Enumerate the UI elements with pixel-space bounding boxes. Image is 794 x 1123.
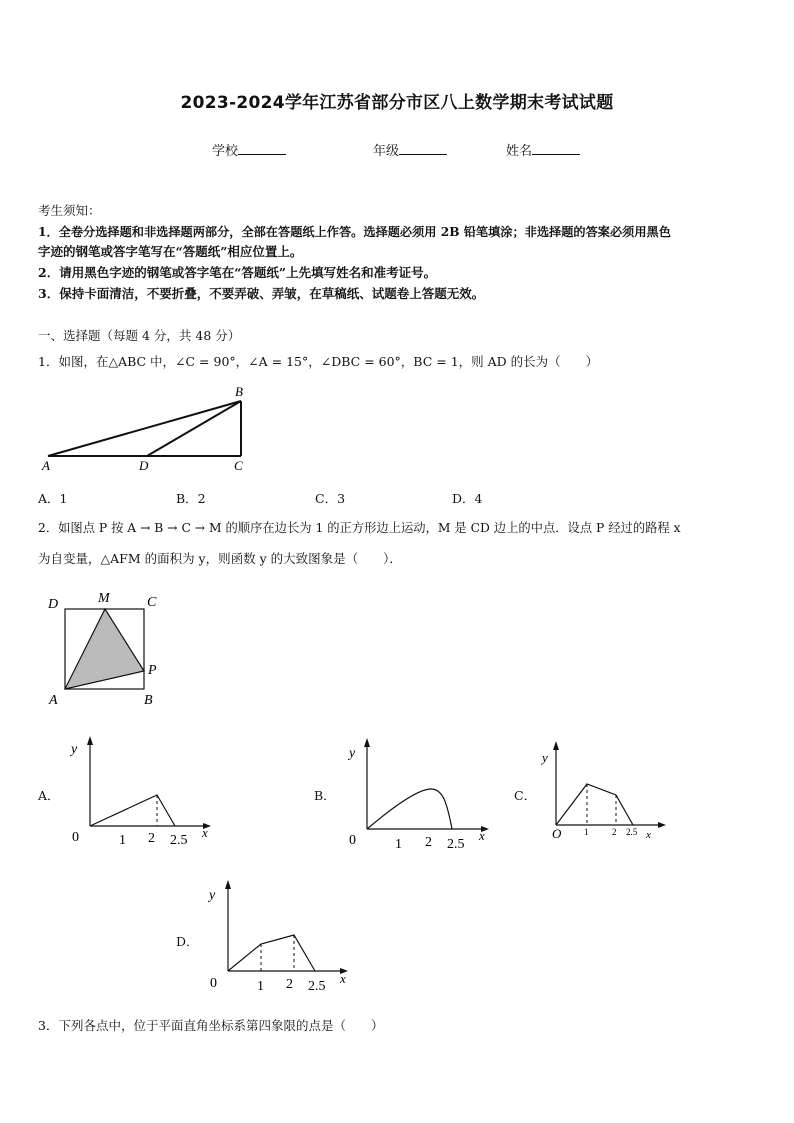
y-label: y <box>349 746 356 761</box>
q2-option-d[interactable]: D． <box>176 934 199 949</box>
notice-item-3: 3．保持卡面清洁，不要折叠，不要弄破、弄皱，在草稿纸、试题卷上答题无效。 <box>38 286 485 301</box>
question-1-text: 1．如图，在△ABC 中，∠C = 90°，∠A = 15°，∠DBC = 60°，BC = 1，则 AD 的长为（ ） <box>38 354 599 369</box>
origin-label: 0 <box>349 833 356 848</box>
label-c: C <box>234 458 243 473</box>
q1-option-b[interactable]: B．2 <box>176 491 206 506</box>
school-blank <box>238 142 286 155</box>
grade-field <box>373 140 447 159</box>
q2-square-figure <box>40 585 170 710</box>
label-d: D <box>48 597 59 612</box>
label-b: B <box>235 384 243 399</box>
tick-1: 1 <box>584 827 589 837</box>
label-c: C <box>147 595 157 610</box>
y-label: y <box>542 750 548 765</box>
notice-item-1b: 字迹的钢笔或答字笔写在“答题纸”相应位置上。 <box>38 244 303 259</box>
q1-option-a[interactable]: A．1 <box>38 491 68 506</box>
notice-item-2: 2．请用黑色字迹的钢笔或答字笔在“答题纸”上先填写姓名和准考证号。 <box>38 265 437 280</box>
tick-2-5: 2.5 <box>447 837 465 852</box>
y-label: y <box>71 742 78 757</box>
q1-triangle-figure <box>38 382 258 474</box>
q2-option-b[interactable]: B． <box>314 788 336 803</box>
origin-label: 0 <box>210 976 217 991</box>
notice-item-1a: 1．全卷分选择题和非选择题两部分，全部在答题纸上作答。选择题必须用 2B 铅笔填涂；非选择题的答案必须用黑色 <box>38 225 671 239</box>
tick-2: 2 <box>148 831 155 846</box>
x-label: x <box>479 828 485 843</box>
label-b: B <box>144 693 153 708</box>
section-heading: 一、选择题（每题 4 分，共 48 分） <box>38 328 241 343</box>
graph-line <box>228 935 315 971</box>
label-a: A <box>42 458 50 473</box>
q1-option-c[interactable]: C．3 <box>315 491 346 506</box>
tick-1: 1 <box>119 833 126 848</box>
label-p: P <box>148 663 157 678</box>
question-3-text: 3．下列各点中，位于平面直角坐标系第四象限的点是（ ） <box>38 1018 384 1033</box>
tick-2: 2 <box>425 835 432 850</box>
name-label: 姓名 <box>506 144 533 159</box>
tick-2: 2 <box>612 827 617 837</box>
tick-1: 1 <box>395 837 402 852</box>
segment-db <box>147 401 241 456</box>
y-axis-arrow <box>364 738 370 747</box>
y-axis-arrow <box>553 741 559 750</box>
notice-heading: 考生须知： <box>38 203 101 218</box>
graph-line <box>556 784 633 825</box>
tick-2-5: 2.5 <box>626 827 638 837</box>
question-2-line-1: 2．如图点 P 按 A → B → C → M 的顺序在边长为 1 的正方形边上运动，M 是 CD 边上的中点．设点 P 经过的路程 x <box>38 521 681 535</box>
q2-graph-a <box>65 735 225 850</box>
q1-option-d[interactable]: D．4 <box>452 491 483 506</box>
y-label: y <box>209 888 216 903</box>
label-m: M <box>98 591 110 606</box>
x-axis-arrow <box>658 822 666 828</box>
x-label: x <box>646 829 651 841</box>
name-blank <box>532 142 580 155</box>
q2-option-c[interactable]: C． <box>514 788 537 803</box>
origin-label: O <box>552 826 562 841</box>
page-title: 2023-2024学年江苏省部分市区八上数学期末考试试题 <box>180 93 614 113</box>
y-axis-arrow <box>87 736 93 745</box>
tick-1: 1 <box>257 979 264 994</box>
name-field <box>506 140 580 159</box>
q2-graph-d <box>203 879 363 999</box>
q2-option-a[interactable]: A． <box>38 788 60 803</box>
tick-2: 2 <box>286 977 293 992</box>
x-label: x <box>340 971 346 986</box>
graph-curve <box>367 789 452 829</box>
x-label: x <box>202 825 208 840</box>
grade-blank <box>399 142 447 155</box>
y-axis-arrow <box>225 880 231 889</box>
origin-label: 0 <box>72 830 79 845</box>
triangle-afm <box>65 609 144 689</box>
question-2-line-2: 为自变量，△AFM 的面积为 y，则函数 y 的大致图象是（ ）． <box>38 551 402 566</box>
school-label: 学校 <box>212 144 239 159</box>
grade-label: 年级 <box>373 144 400 159</box>
graph-line <box>90 795 175 826</box>
school-field <box>212 140 286 159</box>
tick-2-5: 2.5 <box>170 833 188 848</box>
tick-2-5: 2.5 <box>308 979 326 994</box>
label-a: A <box>49 693 58 708</box>
segment-ab <box>48 401 241 456</box>
label-d: D <box>139 458 149 473</box>
q2-graph-c <box>538 740 673 845</box>
q2-graph-b <box>343 737 503 857</box>
